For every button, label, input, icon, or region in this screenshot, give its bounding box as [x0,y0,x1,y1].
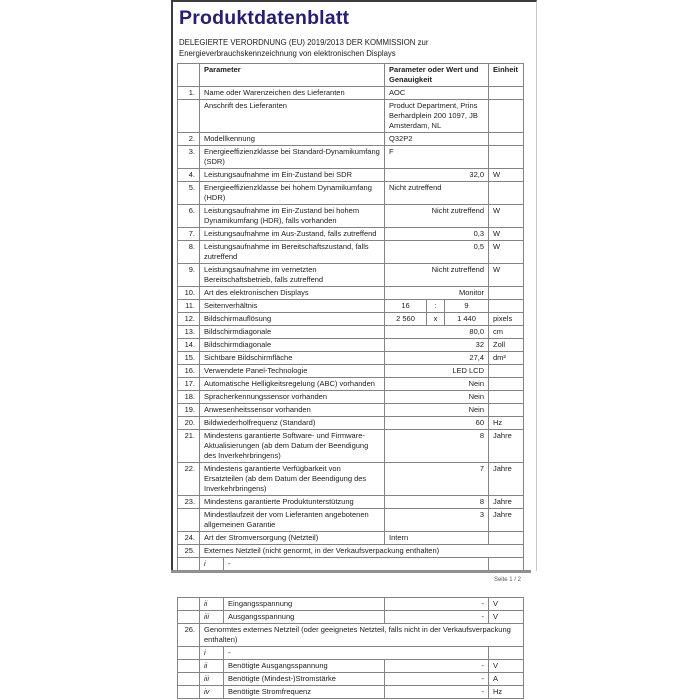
parameter-cell: Leistungsaufnahme im vernetzten Bereitschaftsbetrieb, falls zutreffend [200,264,385,287]
row-number-cell: 16. [178,365,200,378]
row-number-cell: 6. [178,205,200,228]
parameter-cell: Bildschirmauflösung [200,313,385,326]
table-row [178,87,524,100]
parameter-cell: Automatische Helligkeitsregelung (ABC) vorhanden [200,378,385,391]
parameter-cell: Benötigte Ausgangsspannung [224,660,385,673]
table-row [178,365,524,378]
roman-numeral-cell: i [200,647,224,660]
table-row [178,532,524,545]
parameter-cell: Mindestlaufzeit der vom Lieferanten angebotenen allgemeinen Garantie [200,509,385,532]
parameter-cell: Mindestens garantierte Verfügbarkeit von Ersatzteilen (ab dem Datum der Beendigung des Inverkehrbringens) [200,463,385,496]
unit-cell: cm [489,326,524,339]
value-cell: Product Department, Prins Berhardplein 200 1097, JB Amsterdam, NL [385,100,489,133]
table-row [178,404,524,417]
regulation-subtitle-line2: Energieverbrauchskennzeichnung von elektronischen Displays [179,49,396,58]
roman-numeral-cell: ii [200,598,224,611]
page-break-separator [171,570,531,573]
unit-cell: Jahre [489,463,524,496]
table-row [178,673,524,686]
unit-cell [489,391,524,404]
row-number-cell: 26. [178,624,200,647]
table-row [178,417,524,430]
unit-cell [489,87,524,100]
unit-cell: W [489,228,524,241]
unit-cell: Jahre [489,496,524,509]
value-cell: 7 [385,463,489,496]
table-header-row [178,64,524,87]
regulation-subtitle-line1: DELEGIERTE VERORDNUNG (EU) 2019/2013 DER KOMMISSION zur [179,38,429,47]
row-number-cell [178,611,200,624]
table-row [178,182,524,205]
row-number-cell: 19. [178,404,200,417]
row-number-cell: 17. [178,378,200,391]
row-number-cell [178,558,200,571]
value-cell: 27,4 [385,352,489,365]
row-number-cell: 9. [178,264,200,287]
value-cell-right: 1 440 [445,313,489,326]
value-cell: 80,0 [385,326,489,339]
unit-cell: V [489,598,524,611]
roman-numeral-cell: iv [200,686,224,699]
parameter-cell: Leistungsaufnahme im Aus-Zustand, falls zutreffend [200,228,385,241]
value-cell: AOC [385,87,489,100]
row-number-cell [178,673,200,686]
unit-cell: V [489,611,524,624]
unit-cell [489,558,524,571]
parameter-cell: Leistungsaufnahme im Bereitschaftszustand, falls zutreffend [200,241,385,264]
table-row [178,169,524,182]
unit-cell [489,365,524,378]
value-cell: Nein [385,378,489,391]
parameter-span-cell: Genormtes externes Netzteil (oder geeignetes Netzteil, falls nicht in der Verkaufsverpackung enthalten) [200,624,524,647]
unit-cell [489,647,524,660]
table-row [178,205,524,228]
unit-cell [489,532,524,545]
value-separator-cell: : [427,300,445,313]
value-cell: Nein [385,404,489,417]
unit-cell: Jahre [489,430,524,463]
value-cell: - [385,686,489,699]
unit-cell: dm² [489,352,524,365]
value-cell-right: 9 [445,300,489,313]
table-row [178,287,524,300]
table-row [178,264,524,287]
unit-cell [489,300,524,313]
table-row [178,660,524,673]
value-separator-cell: x [427,313,445,326]
table-row [178,545,524,558]
value-cell: 8 [385,496,489,509]
row-number-cell: 10. [178,287,200,300]
value-cell: Nicht zutreffend [385,182,489,205]
unit-cell: W [489,205,524,228]
row-number-cell: 8. [178,241,200,264]
row-number-cell: 5. [178,182,200,205]
row-number-cell: 25. [178,545,200,558]
row-number-cell: 22. [178,463,200,496]
unit-cell [489,100,524,133]
table-row [178,558,524,571]
parameter-cell: Energieeffizienzklasse bei Standard-Dynamikumfang (SDR) [200,146,385,169]
value-cell: 32 [385,339,489,352]
header-parameter: Parameter [200,64,385,87]
row-number-cell: 15. [178,352,200,365]
roman-numeral-cell: ii [200,660,224,673]
value-cell: 3 [385,509,489,532]
table-row [178,228,524,241]
table-row [178,133,524,146]
table-row [178,339,524,352]
value-cell: LED LCD [385,365,489,378]
row-number-cell: 24. [178,532,200,545]
parameter-cell: Bildwiederholfrequenz (Standard) [200,417,385,430]
row-number-cell [178,647,200,660]
value-cell: - [385,660,489,673]
roman-numeral-cell: iii [200,611,224,624]
product-datasheet-table-page1 [177,63,524,571]
row-number-cell [178,686,200,699]
table-row [178,326,524,339]
parameter-cell: Verwendete Panel-Technologie [200,365,385,378]
value-cell: - [385,598,489,611]
unit-cell: W [489,169,524,182]
parameter-cell: Mindestens garantierte Software- und Firmware-Aktualisierungen (ab dem Datum der Beendigung des Inverkehrbringens) [200,430,385,463]
parameter-cell: Leistungsaufnahme im Ein-Zustand bei SDR [200,169,385,182]
value-cell: F [385,146,489,169]
table-row [178,241,524,264]
row-number-cell: 23. [178,496,200,509]
table-row [178,146,524,169]
parameter-cell: Bildschirmdiagonale [200,339,385,352]
parameter-cell: Bildschirmdiagonale [200,326,385,339]
value-cell: Nicht zutreffend [385,264,489,287]
page-title: Produktdatenblatt [179,7,350,29]
value-cell: 8 [385,430,489,463]
row-number-cell: 21. [178,430,200,463]
table-row [178,686,524,699]
row-number-cell [178,100,200,133]
parameter-cell: Spracherkennungssensor vorhanden [200,391,385,404]
table-row [178,391,524,404]
unit-cell: V [489,660,524,673]
value-cell: 0,3 [385,228,489,241]
document-page-1 [171,0,537,583]
parameter-cell: Mindestens garantierte Produktunterstützung [200,496,385,509]
table-row [178,352,524,365]
parameter-cell: Benötigte (Mindest-)Stromstärke [224,673,385,686]
unit-cell [489,133,524,146]
parameter-cell: Seitenverhältnis [200,300,385,313]
value-cell-left: 2 560 [385,313,427,326]
parameter-span-cell: Externes Netzteil (nicht genormt, in der Verkaufsverpackung enthalten) [200,545,524,558]
table-row [178,509,524,532]
roman-numeral-cell: iii [200,673,224,686]
unit-cell: Hz [489,686,524,699]
row-number-cell: 11. [178,300,200,313]
parameter-cell: Benötigte Stromfrequenz [224,686,385,699]
page-number-footer: Seite 1 / 2 [493,577,521,583]
unit-cell [489,287,524,300]
table-row [178,624,524,647]
parameter-cell: Energieeffizienzklasse bei hohem Dynamikumfang (HDR) [200,182,385,205]
dash-value-cell: - [224,647,489,660]
value-cell: Intern [385,532,489,545]
parameter-cell: Leistungsaufnahme im Ein-Zustand bei hohem Dynamikumfang (HDR), falls vorhanden [200,205,385,228]
parameter-cell: Anwesenheitssensor vorhanden [200,404,385,417]
unit-cell: W [489,241,524,264]
dash-value-cell: - [224,558,489,571]
value-cell: 32,0 [385,169,489,182]
value-cell: Q32P2 [385,133,489,146]
parameter-cell: Name oder Warenzeichen des Lieferanten [200,87,385,100]
table-row [178,496,524,509]
row-number-cell: 2. [178,133,200,146]
unit-cell: Hz [489,417,524,430]
table-row [178,313,524,326]
table-row [178,611,524,624]
table-row [178,647,524,660]
table-row [178,300,524,313]
value-cell: 0,5 [385,241,489,264]
parameter-cell: Art des elektronischen Displays [200,287,385,300]
parameter-cell: Eingangsspannung [224,598,385,611]
parameter-cell: Art der Stromversorgung (Netzteil) [200,532,385,545]
table-row [178,430,524,463]
unit-cell [489,404,524,417]
row-number-cell: 7. [178,228,200,241]
header-number-cell [178,64,200,87]
row-number-cell: 3. [178,146,200,169]
row-number-cell [178,598,200,611]
row-number-cell [178,660,200,673]
unit-cell: Zoll [489,339,524,352]
value-cell: - [385,611,489,624]
row-number-cell: 1. [178,87,200,100]
value-cell: Nein [385,391,489,404]
table-row [178,463,524,496]
value-cell: Nicht zutreffend [385,205,489,228]
row-number-cell: 13. [178,326,200,339]
parameter-cell: Sichtbare Bildschirmfläche [200,352,385,365]
document-page-2 [177,593,527,699]
unit-cell [489,146,524,169]
parameter-cell: Modellkennung [200,133,385,146]
row-number-cell: 20. [178,417,200,430]
parameter-cell: Ausgangsspannung [224,611,385,624]
value-cell-left: 16 [385,300,427,313]
parameter-cell: Anschrift des Lieferanten [200,100,385,133]
row-number-cell [178,509,200,532]
header-unit: Einheit [489,64,524,87]
regulation-subtitle [179,37,536,59]
product-datasheet-table-page2 [177,597,524,699]
table-row [178,378,524,391]
unit-cell: pixels [489,313,524,326]
table-row [178,598,524,611]
roman-numeral-cell: i [200,558,224,571]
unit-cell: Jahre [489,509,524,532]
row-number-cell: 12. [178,313,200,326]
header-value: Parameter oder Wert und Genauigkeit [385,64,489,87]
table-row [178,100,524,133]
value-cell: 60 [385,417,489,430]
unit-cell: W [489,264,524,287]
row-number-cell: 4. [178,169,200,182]
value-cell: Monitor [385,287,489,300]
unit-cell [489,182,524,205]
unit-cell: A [489,673,524,686]
unit-cell [489,378,524,391]
row-number-cell: 18. [178,391,200,404]
value-cell: - [385,673,489,686]
row-number-cell: 14. [178,339,200,352]
